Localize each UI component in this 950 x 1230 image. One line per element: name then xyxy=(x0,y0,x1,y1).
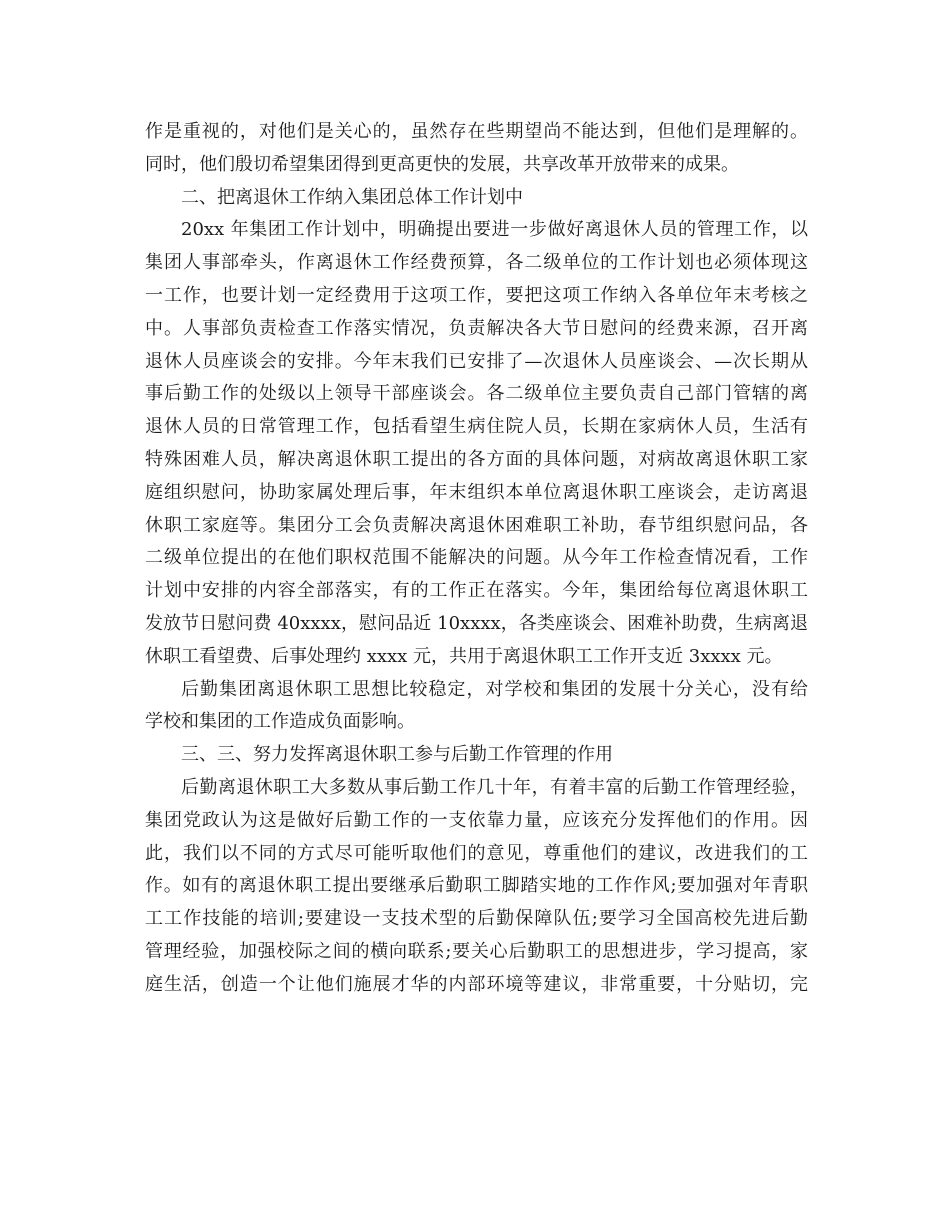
text-line: 集团人事部牵头，作离退休工作经费预算，各二级单位的工作计划也必须体现这 xyxy=(145,252,808,274)
text-line: 此，我们以不同的方式尽可能听取他们的意见，尊重他们的建议，改进我们的工 xyxy=(145,842,808,864)
text-line: 管理经验，加强校际之间的横向联系;要关心后勤职工的思想进步，学习提高，家 xyxy=(145,940,808,962)
text-line: 三、三、努力发挥离退休职工参与后勤工作管理的作用 xyxy=(181,744,613,766)
text-line: 学校和集团的工作造成负面影响。 xyxy=(145,711,415,733)
text-line: 后勤集团离退休职工思想比较稳定，对学校和集团的发展十分关心，没有给 xyxy=(181,678,808,700)
text-line: 集团党政认为这是做好后勤工作的一支依靠力量，应该充分发挥他们的作用。因 xyxy=(145,809,808,831)
text-line: 休职工家庭等。集团分工会负责解决离退休困难职工补助，春节组织慰问品，各 xyxy=(145,514,808,536)
text-line: 退休人员的日常管理工作，包括看望生病住院人员，长期在家病休人员，生活有 xyxy=(145,416,808,438)
text-line: 休职工看望费、后事处理约 xxxx 元，共用于离退休职工工作开支近 3xxxx 元。 xyxy=(145,645,783,667)
text-line: 后勤离退休职工大多数从事后勤工作几十年，有着丰富的后勤工作管理经验， xyxy=(181,776,808,798)
text-line: 事后勤工作的处级以上领导干部座谈会。各二级单位主要负责自己部门管辖的离 xyxy=(145,383,808,405)
text-line: 一工作，也要计划一定经费用于这项工作，要把这项工作纳入各单位年末考核之 xyxy=(145,284,808,306)
text-line: 计划中安排的内容全部落实，有的工作正在落实。今年，集团给每位离退休职工 xyxy=(145,580,808,602)
text-line: 20xx 年集团工作计划中，明确提出要进一步做好离退休人员的管理工作，以 xyxy=(181,219,808,241)
text-line: 退休人员座谈会的安排。今年末我们已安排了—次退休人员座谈会、—次长期从 xyxy=(145,350,808,372)
text-line: 中。人事部负责检查工作落实情况，负责解决各大节日慰问的经费来源，召开离 xyxy=(145,317,808,339)
text-line: 特殊困难人员，解决离退休职工提出的各方面的具体问题，对病故离退休职工家 xyxy=(145,448,808,470)
text-line: 庭生活，创造一个让他们施展才华的内部环境等建议，非常重要，十分贴切，完 xyxy=(145,973,808,995)
text-line: 二、把离退休工作纳入集团总体工作计划中 xyxy=(181,186,523,208)
text-line: 作是重视的，对他们是关心的，虽然存在些期望尚不能达到，但他们是理解的。 xyxy=(145,121,808,142)
text-line: 同时，他们殷切希望集团得到更高更快的发展，共享改革开放带来的成果。 xyxy=(145,153,739,175)
text-line: 庭组织慰问，协助家属处理后事，年末组织本单位离退休职工座谈会，走访离退 xyxy=(145,481,808,503)
text-line: 作。如有的离退休职工提出要继承后勤职工脚踏实地的工作作风;要加强对年青职 xyxy=(145,875,808,897)
text-line: 二级单位提出的在他们职权范围不能解决的问题。从今年工作检查情况看，工作 xyxy=(145,547,808,569)
document-body xyxy=(145,116,808,1002)
text-line: 发放节日慰问费 40xxxx，慰问品近 10xxxx，各类座谈会、困难补助费，生病离退 xyxy=(145,612,808,634)
text-line: 工工作技能的培训;要建设一支技术型的后勤保障队伍;要学习全国高校先进后勤 xyxy=(145,908,808,930)
